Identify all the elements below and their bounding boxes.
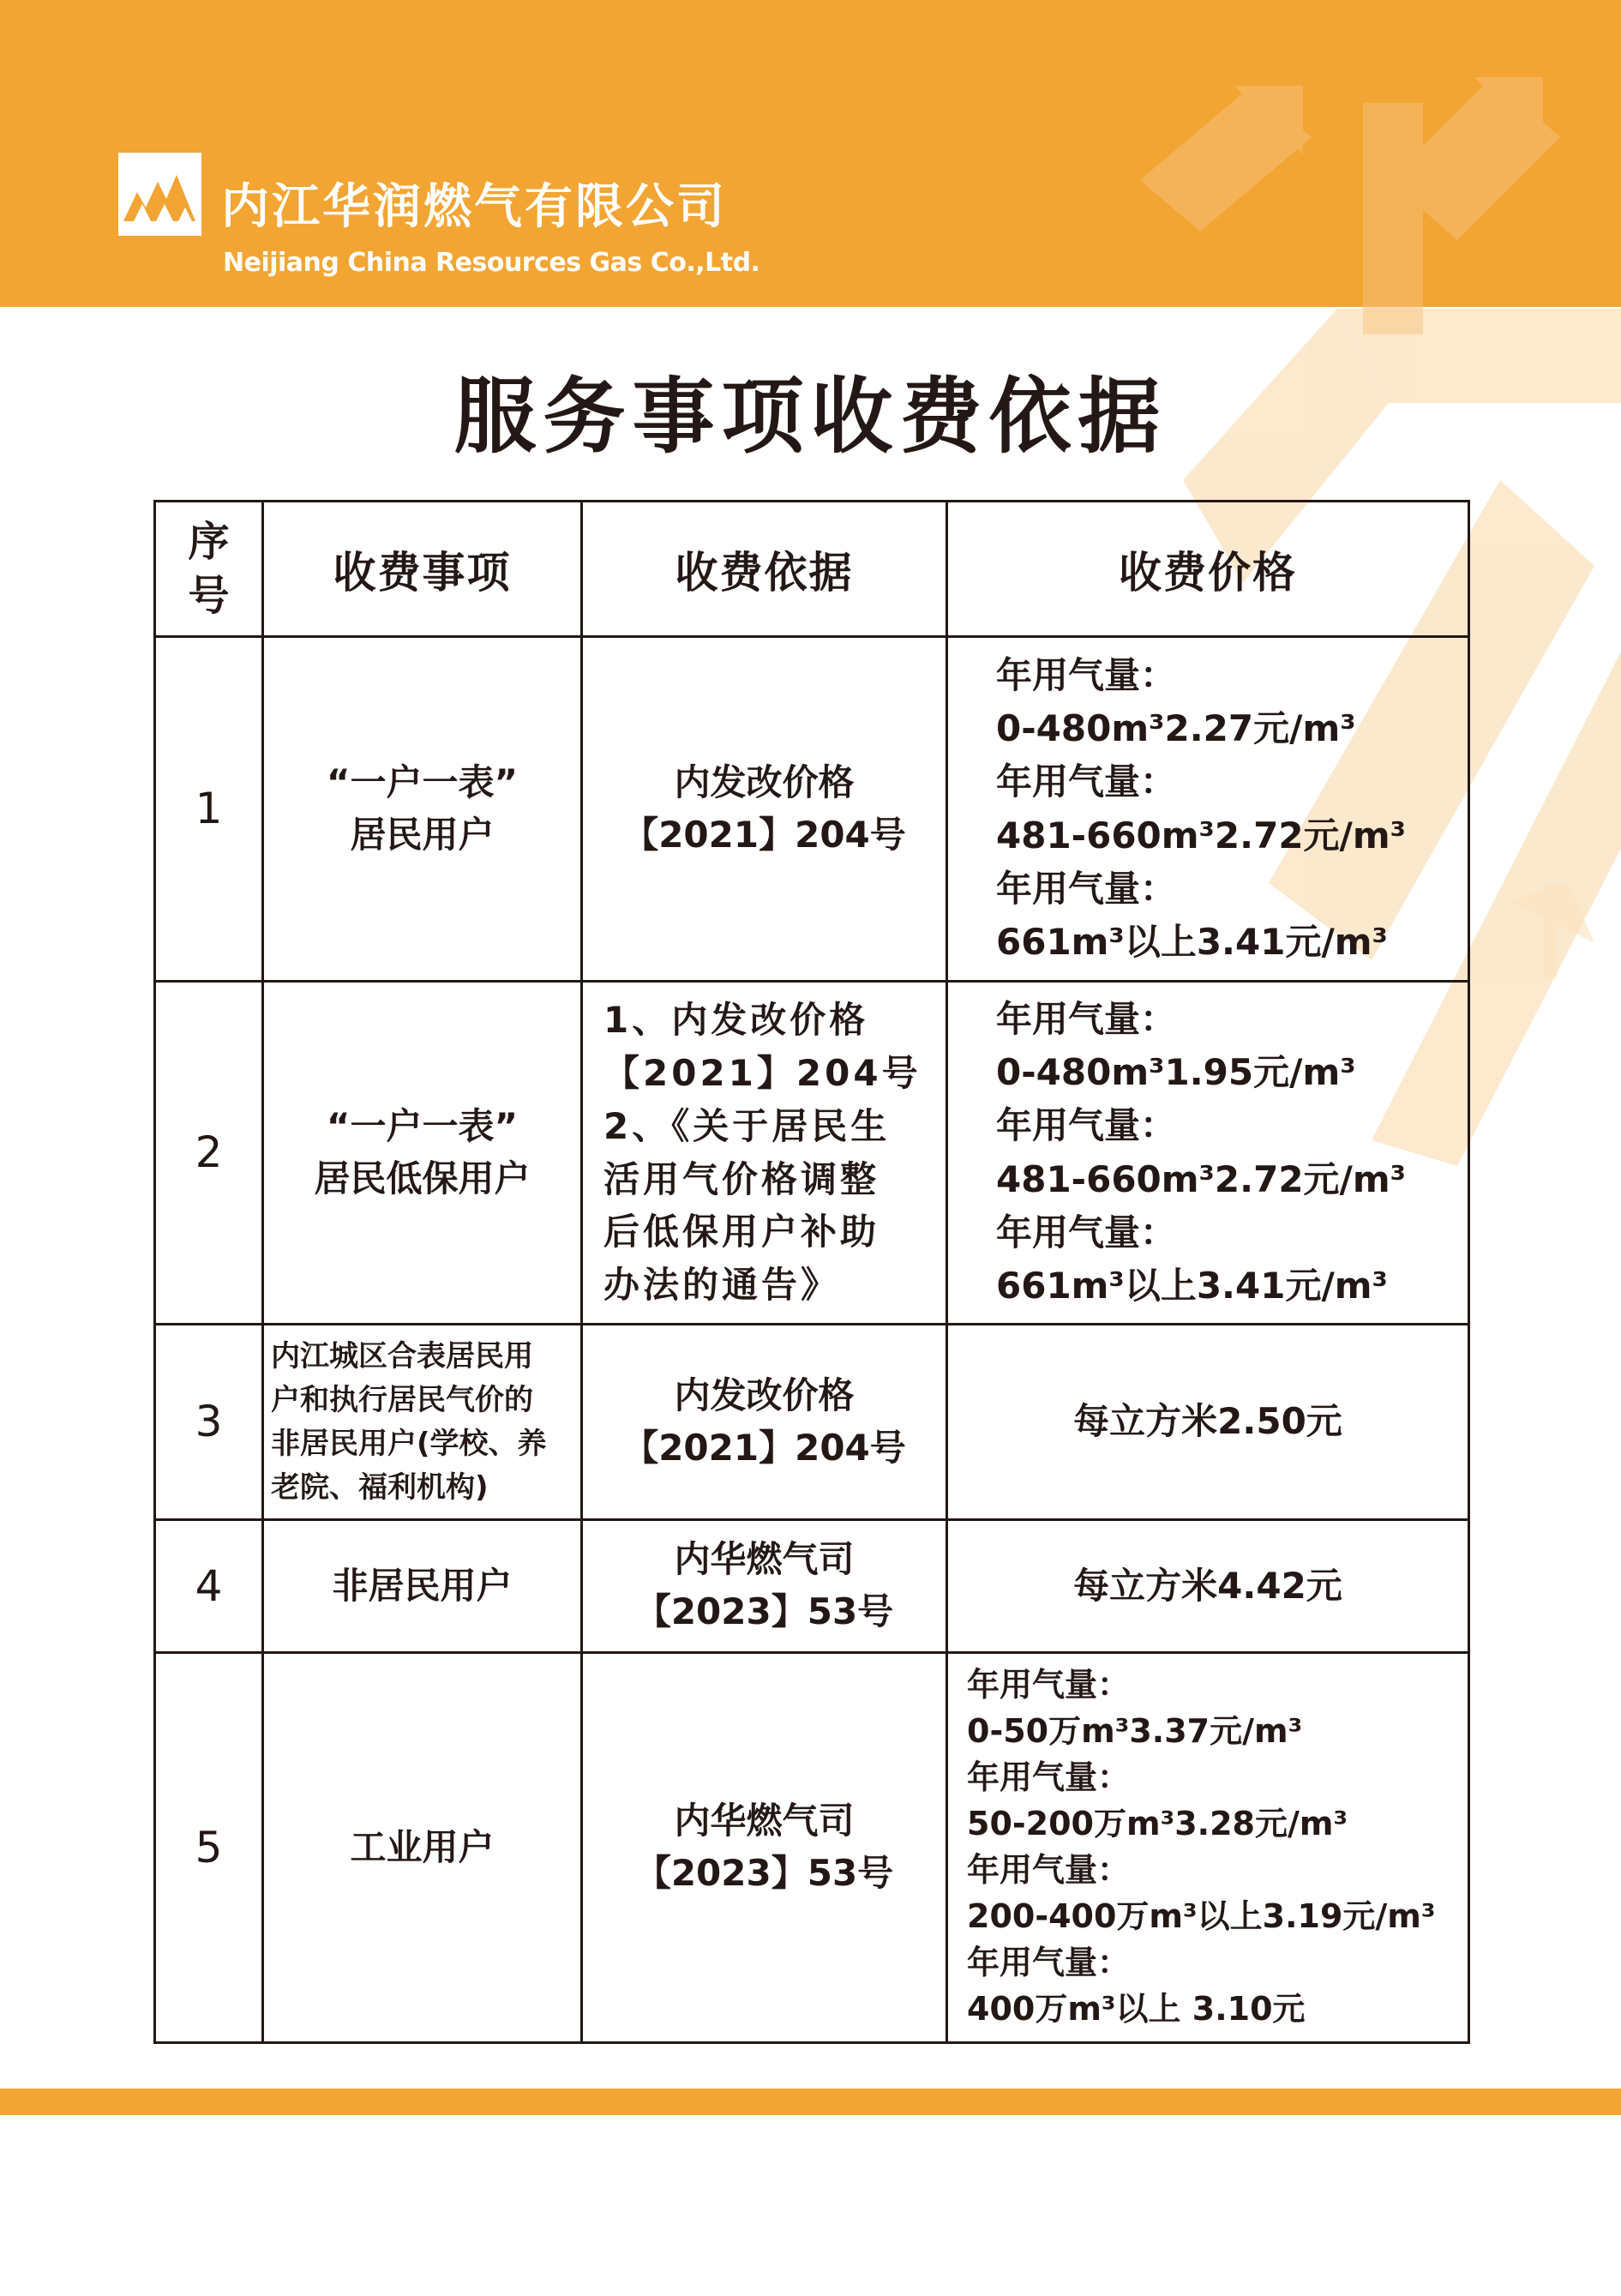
footer-band [0,2089,1621,2115]
row-item: 内江城区合表居民用 户和执行居民气价的 非居民用户(学校、养 老院、福利机构) [263,1325,582,1520]
row-seq: 4 [155,1520,263,1653]
row-basis: 内华燃气司 【2023】53号 [582,1653,947,2043]
row-price: 年用气量： 0-480m³2.27元/m³ 年用气量： 481-660m³2.72元/m³ 年用气量： 661m³以上3.41元/m³ [947,637,1469,982]
table-row [155,1325,1469,1520]
row-item: 工业用户 [263,1653,582,2043]
row-basis: 内华燃气司 【2023】53号 [582,1520,947,1653]
row-basis: 1、内发改价格 【2021】204号 2、《关于居民生 活用气价格调整 后低保用户补助 办法的通告》 [582,982,947,1325]
table-row [155,1520,1469,1653]
row-seq: 5 [155,1653,263,2043]
row-seq: 1 [155,637,263,982]
row-price: 每立方米4.42元 [947,1520,1469,1653]
table-row [155,637,1469,982]
row-price: 年用气量： 0-50万m³3.37元/m³ 年用气量： 50-200万m³3.28元/m³ 年用气量： 200-400万m³以上3.19元/m³ 年用气量： 400万m³以上 3.10元 [947,1653,1469,2043]
row-item: “一户一表” 居民用户 [263,637,582,982]
row-item: “一户一表” 居民低保用户 [263,982,582,1325]
row-item: 非居民用户 [263,1520,582,1653]
page-title: 服务事项收费依据 [453,369,1168,465]
column-header-seq: 序号 [155,502,263,637]
row-basis: 内发改价格 【2021】204号 [582,637,947,982]
table-row [155,982,1469,1325]
row-price: 年用气量： 0-480m³1.95元/m³ 年用气量： 481-660m³2.72元/m³ 年用气量： 661m³以上3.41元/m³ [947,982,1469,1325]
table-row [155,1653,1469,2043]
company-logo [118,153,201,236]
company-name-cn: 内江华润燃气有限公司 [221,179,727,235]
fee-table [153,500,1470,2044]
column-header-price: 收费价格 [947,502,1469,637]
row-seq: 2 [155,982,263,1325]
row-price: 每立方米2.50元 [947,1325,1469,1520]
row-seq: 3 [155,1325,263,1520]
table-header-row [155,502,1469,637]
row-basis: 内发改价格 【2021】204号 [582,1325,947,1520]
column-header-basis: 收费依据 [582,502,947,637]
company-name-en: Neijiang China Resources Gas Co.,Ltd. [223,248,760,278]
column-header-item: 收费事项 [263,502,582,637]
